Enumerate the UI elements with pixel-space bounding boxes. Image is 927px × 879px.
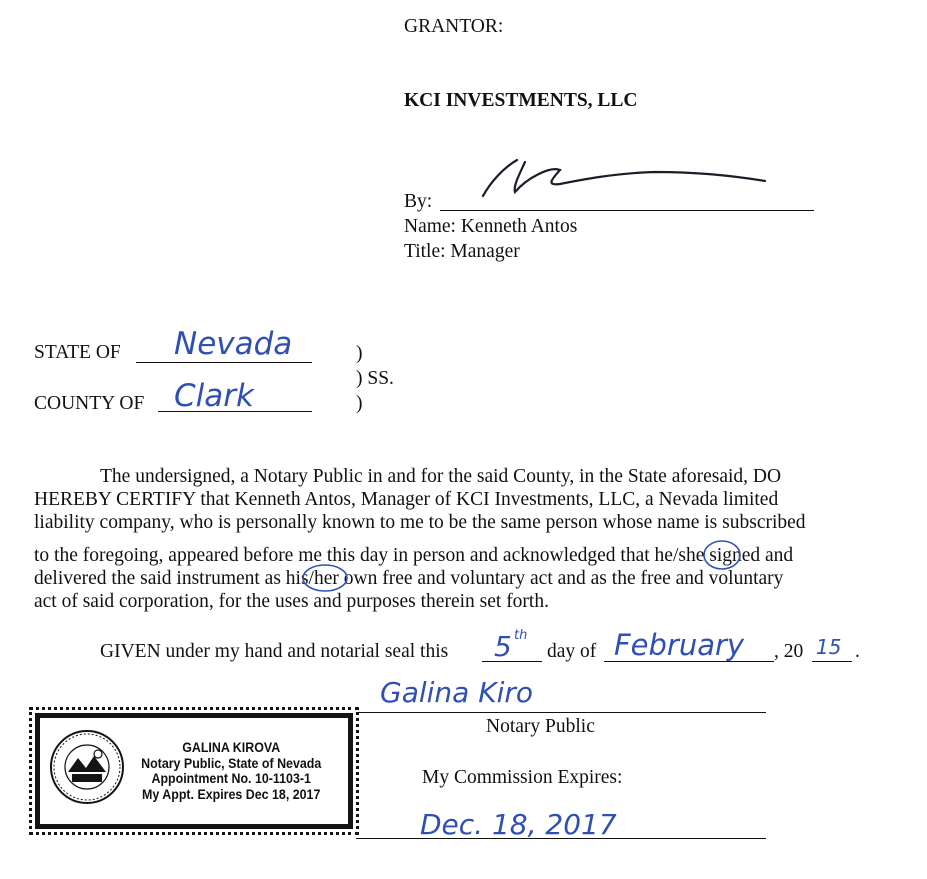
given-year-prefix: , 20	[774, 641, 804, 662]
given-day-of: day of	[547, 641, 597, 662]
notary-signature: Galina Kiro	[380, 676, 534, 709]
day-line	[482, 661, 542, 662]
grantor-label: GRANTOR:	[404, 16, 504, 37]
grantor-company: KCI INVESTMENTS, LLC	[404, 90, 638, 111]
commission-line	[356, 838, 766, 839]
day-suffix: th	[514, 628, 528, 643]
certificate-line: to the foregoing, appeared before me this day in person and acknowledged that he/she signed and	[34, 545, 794, 566]
venue-paren: )	[356, 393, 363, 414]
stamp-expiry: My Appt. Expires Dec 18, 2017	[142, 786, 321, 802]
his-circle-mark	[300, 559, 354, 595]
state-value: Nevada	[174, 326, 293, 362]
signature-line	[440, 210, 814, 211]
given-text: GIVEN under my hand and notarial seal this	[100, 641, 449, 662]
county-label: COUNTY OF	[34, 393, 145, 414]
county-value: Clark	[174, 378, 254, 414]
stamp-appointment: Appointment No. 10-1103-1	[151, 771, 311, 786]
certificate-line: liability company, who is personally known to me to be the same person whose name is subscribed	[34, 512, 806, 533]
certificate-line: The undersigned, a Notary Public in and for the said County, in the State aforesaid, DO	[100, 466, 782, 487]
venue-ss: ) SS.	[356, 368, 394, 389]
certificate-line: delivered the said instrument as his/her own free and voluntary act and as the free and voluntary	[34, 568, 784, 589]
by-label: By:	[404, 191, 433, 212]
state-label: STATE OF	[34, 342, 121, 363]
given-period: .	[855, 641, 860, 662]
certificate-line: act of said corporation, for the uses and purposes therein set forth.	[34, 591, 549, 612]
stamp-title: Notary Public, State of Nevada	[141, 755, 322, 771]
commission-value: Dec. 18, 2017	[420, 808, 617, 841]
certificate-line: HEREBY CERTIFY that Kenneth Antos, Manager of KCI Investments, LLC, a Nevada limited	[34, 489, 779, 510]
year-line	[812, 661, 852, 662]
year-value: 15	[816, 635, 842, 659]
state-seal-icon	[48, 728, 126, 806]
month-value: February	[614, 628, 745, 662]
notary-label: Notary Public	[486, 716, 595, 737]
he-circle-mark	[700, 536, 750, 572]
signer-title: Title: Manager	[404, 241, 520, 262]
state-line	[136, 362, 312, 363]
signer-name: Name: Kenneth Antos	[404, 216, 578, 237]
grantor-signature	[465, 148, 775, 206]
stamp-name: GALINA KIROVA	[182, 740, 281, 755]
notary-line	[356, 712, 766, 713]
day-value: 5	[494, 630, 512, 663]
notary-stamp	[35, 713, 353, 829]
venue-paren: )	[356, 343, 363, 364]
commission-label: My Commission Expires:	[422, 767, 623, 788]
